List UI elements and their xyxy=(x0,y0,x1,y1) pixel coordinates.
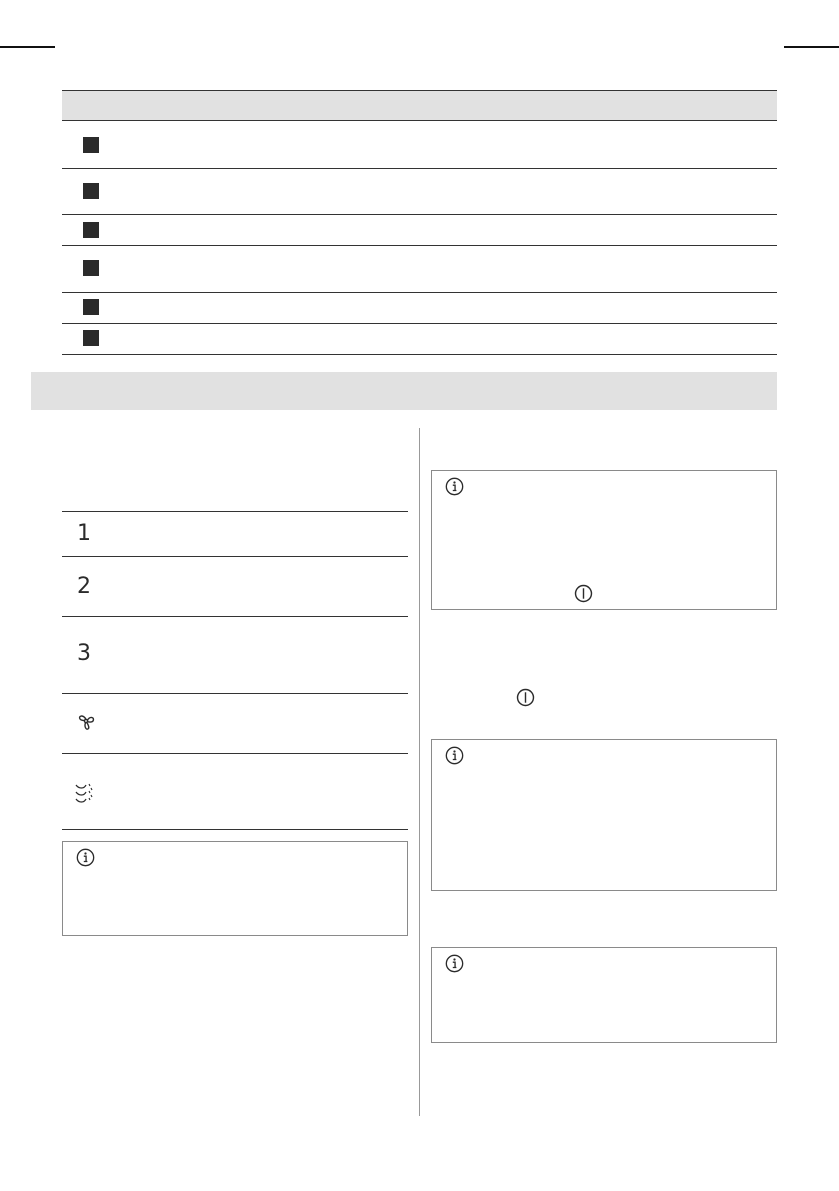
table-row-divider xyxy=(62,292,777,293)
steam-icon xyxy=(74,781,96,805)
power-icon xyxy=(516,688,535,707)
power-icon xyxy=(574,584,593,603)
left-table-row-divider xyxy=(62,693,408,694)
table-row-divider xyxy=(62,168,777,169)
level-2-symbol: 2 xyxy=(77,574,91,599)
left-table-row-divider xyxy=(62,556,408,557)
level-1-symbol: 1 xyxy=(77,521,91,546)
info-icon xyxy=(445,954,464,973)
right-info-note-3 xyxy=(431,947,777,1043)
section-title-bar xyxy=(31,372,777,410)
column-divider xyxy=(419,428,420,1116)
fan-icon xyxy=(74,710,98,734)
table-row-divider xyxy=(62,214,777,215)
square-bullet-icon xyxy=(83,183,99,199)
right-info-note-1 xyxy=(431,470,777,610)
table-bottom-rule xyxy=(62,354,777,355)
square-bullet-icon xyxy=(83,299,99,315)
crop-mark-top-left xyxy=(0,46,55,48)
square-bullet-icon xyxy=(83,137,99,153)
square-bullet-icon xyxy=(83,330,99,346)
level-3-symbol: 3 xyxy=(77,641,91,666)
info-icon xyxy=(445,477,464,496)
square-bullet-icon xyxy=(83,260,99,276)
square-bullet-icon xyxy=(83,222,99,238)
left-table-row-divider xyxy=(62,616,408,617)
table-row-divider xyxy=(62,323,777,324)
info-icon xyxy=(445,746,464,765)
table-row-divider xyxy=(62,245,777,246)
left-info-note xyxy=(62,841,408,936)
table-header xyxy=(62,90,777,121)
left-table-bottom-rule xyxy=(62,829,408,830)
left-table-row-divider xyxy=(62,753,408,754)
info-icon xyxy=(76,848,95,867)
crop-mark-top-right xyxy=(784,46,839,48)
right-info-note-2 xyxy=(431,739,777,891)
left-table-top-rule xyxy=(62,511,408,512)
